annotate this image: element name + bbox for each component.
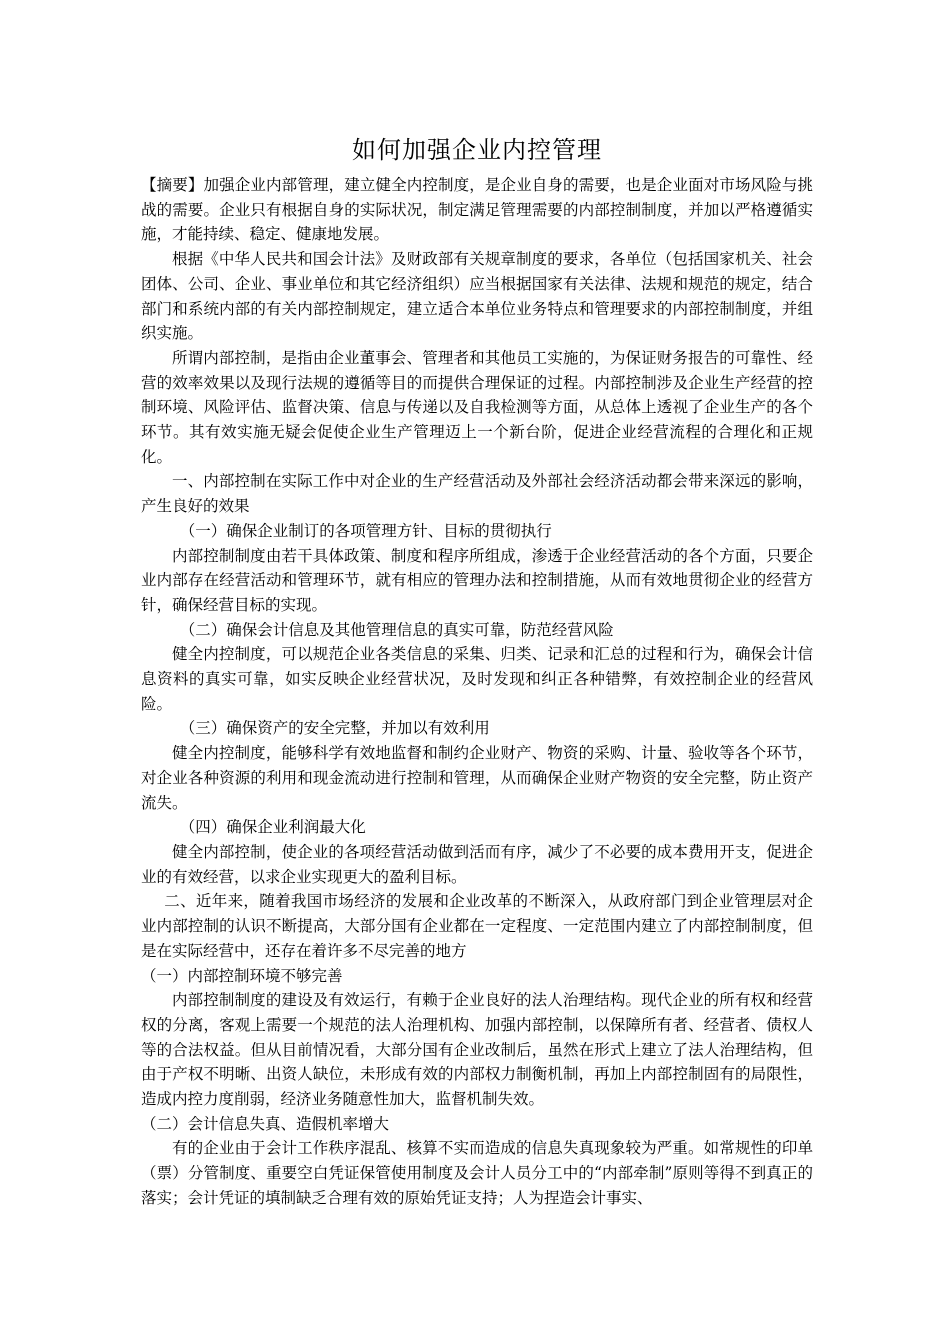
- abstract-label: 【摘要】: [141, 176, 204, 194]
- body-paragraph: 健全内控制度，能够科学有效地监督和制约企业财产、物资的采购、计量、验收等各个环节，对企业各种资源的利用和现金流动进行控制和管理，从而确保企业财产物资的安全完整，防止资产流失。: [141, 744, 813, 812]
- subsection-heading: （一）确保企业制订的各项管理方针、目标的贯彻执行: [179, 521, 552, 540]
- body-paragraph: 内部控制制度由若干具体政策、制度和程序所组成，渗透于企业经营活动的各个方面，只要企业内部存在经营活动和管理环节，就有相应的管理办法和控制措施，从而有效地贯彻企业的经营方针，确保经营目标的实现。: [141, 546, 813, 614]
- subsection-heading: （二）会计信息失真、造假机率增大: [141, 1114, 390, 1133]
- section-heading: 一、内部控制在实际工作中对企业的生产经营活动及外部社会经济活动都会带来深远的影响，产生良好的效果: [141, 472, 813, 516]
- body-paragraph: 有的企业由于会计工作秩序混乱、核算不实而造成的信息失真现象较为严重。如常规性的印单（票）分管制度、重要空白凭证保管使用制度及会计人员分工中的“内部牵制”原则等得不到真正的落实；会计凭证的填制缺乏合理有效的原始凭证支持；人为捏造会计事实、: [141, 1139, 813, 1207]
- document-title: 如何加强企业内控管理: [352, 136, 602, 164]
- abstract-paragraph: [141, 173, 813, 247]
- body-paragraph: 健全内控制度，可以规范企业各类信息的采集、归类、记录和汇总的过程和行为，确保会计信息资料的真实可靠，如实反映企业经营状况，及时发现和纠正各种错弊，有效控制企业的经营风险。: [141, 645, 813, 713]
- subsection-heading: （一）内部控制环境不够完善: [141, 966, 343, 985]
- abstract-text: 加强企业内部管理，建立健全内控制度，是企业自身的需要，也是企业面对市场风险与挑战的需要。企业只有根据自身的实际状况，制定满足管理需要的内部控制制度，并加以严格遵循实施，才能持续、稳定、健康地发展。: [141, 176, 813, 244]
- subsection-heading: （四）确保企业利润最大化: [179, 818, 366, 837]
- subsection-heading: （二）确保会计信息及其他管理信息的真实可靠，防范经营风险: [179, 620, 614, 639]
- body-paragraph: 所谓内部控制，是指由企业董事会、管理者和其他员工实施的，为保证财务报告的可靠性、经营的效率效果以及现行法规的遵循等目的而提供合理保证的过程。内部控制涉及企业生产经营的控制环境、风险评估、监督决策、信息与传递以及自我检测等方面，从总体上透视了企业生产的各个环节。其有效实施无疑会促使企业生产管理迈上一个新台阶，促进企业经营流程的合理化和正规化。: [141, 348, 813, 466]
- body-paragraph: 健全内部控制，使企业的各项经营活动做到活而有序，减少了不必要的成本费用开支，促进企业的有效经营，以求企业实现更大的盈利目标。: [141, 842, 813, 886]
- document-page: [141, 128, 813, 1211]
- body-paragraph: 根据《中华人民共和国会计法》及财政部有关规章制度的要求，各单位（包括国家机关、社会团体、公司、企业、事业单位和其它经济组织）应当根据国家有关法律、法规和规范的规定，结合部门和系统内部的有关内部控制规定，建立适合本单位业务特点和管理要求的内部控制制度，并组织实施。: [141, 250, 813, 343]
- subsection-heading: （三）确保资产的安全完整，并加以有效利用: [179, 719, 490, 738]
- section-heading: 二、近年来，随着我国市场经济的发展和企业改革的不断深入，从政府部门到企业管理层对企业内部控制的认识不断提高，大部分国有企业都在一定程度、一定范围内建立了内部控制制度，但是在实际经营中，还存在着许多不尽完善的地方: [141, 892, 813, 960]
- body-paragraph: 内部控制制度的建设及有效运行，有赖于企业良好的法人治理结构。现代企业的所有权和经营权的分离，客观上需要一个规范的法人治理机构、加强内部控制，以保障所有者、经营者、债权人等的合法权益。但从目前情况看，大部分国有企业改制后，虽然在形式上建立了法人治理结构，但由于产权不明晰、出资人缺位，未形成有效的内部权力制衡机制，再加上内部控制固有的局限性，造成内控力度削弱，经济业务随意性加大，监督机制失效。: [141, 991, 813, 1109]
